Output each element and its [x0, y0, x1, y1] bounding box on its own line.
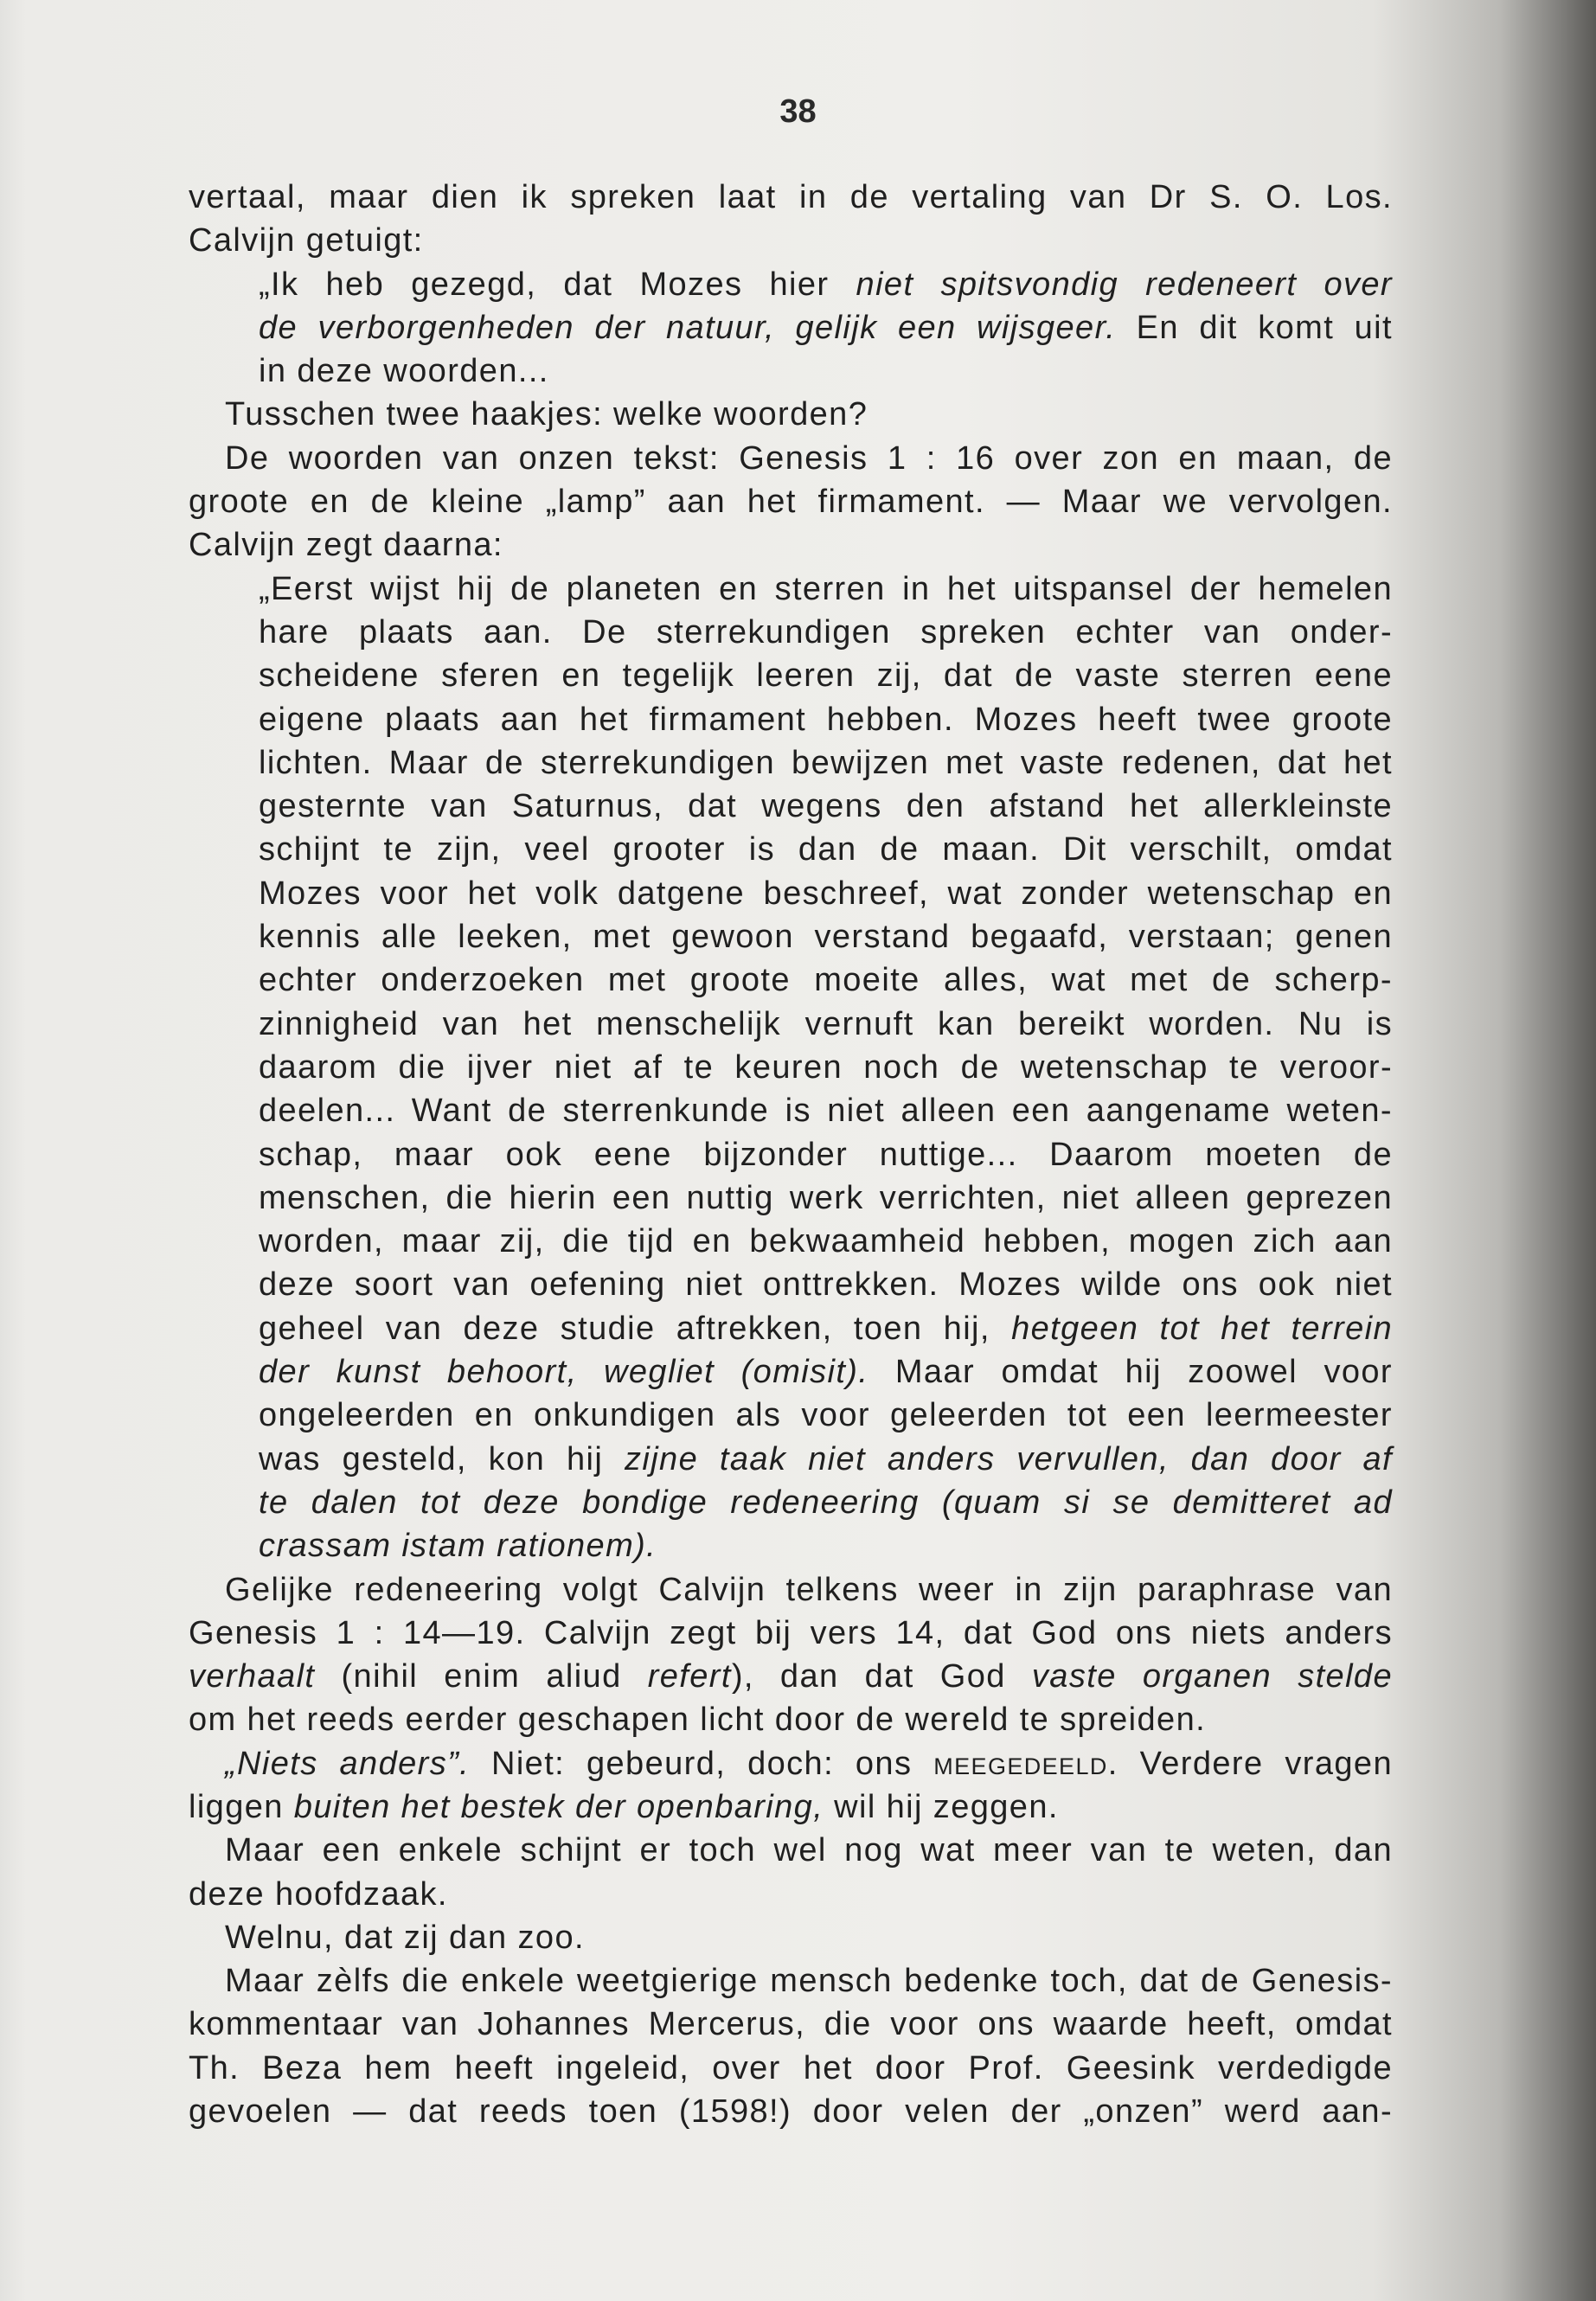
text-line [189, 611, 1393, 654]
text-line [189, 1785, 1393, 1829]
text-line [189, 1307, 1393, 1350]
text-line [189, 1612, 1393, 1655]
text-segment: Maar zèlfs die enkele weetgierige mensch bedenke toch, dat de Genesis- [225, 1963, 1393, 2000]
small-caps-text: meegedeeld [933, 1745, 1108, 1782]
text-segment: deelen... Want de sterrenkunde is niet alleen een aangename weten- [259, 1093, 1393, 1130]
text-segment: deze hoofdzaak. [189, 1875, 448, 1913]
text-line [189, 349, 1393, 393]
text-line [189, 393, 1393, 436]
page-number: 38 [779, 93, 817, 130]
text-segment: Calvijn zegt daarna: [189, 527, 503, 564]
text-segment: Niet: gebeurd, doch: ons [470, 1745, 934, 1782]
text-line [189, 872, 1393, 915]
text-segment: daarom die ijver niet af te keuren noch de wetenschap te veroor- [259, 1048, 1393, 1086]
text-line [189, 654, 1393, 697]
text-segment: Welnu, dat zij dan zoo. [225, 1919, 585, 1956]
text-segment: gevoelen — dat reeds toen (1598!) door velen der „onzen” werd aan- [189, 2093, 1393, 2131]
text-segment: Calvijn getuigt: [189, 222, 424, 260]
text-segment: „Ik heb gezegd, dat Mozes hier [259, 266, 856, 303]
text-segment: Maar een enkele schijnt er toch wel nog wat meer van te weten, dan [225, 1832, 1393, 1869]
text-segment: Tusschen twee haakjes: welke woorden? [225, 396, 869, 433]
text-line [189, 1916, 1393, 1959]
italic-text: zijne taak niet anders vervullen, dan door af [624, 1440, 1393, 1477]
text-line [189, 2003, 1393, 2046]
text-segment: groote en de kleine „lamp” aan het firmament. — Maar we vervolgen. [189, 484, 1393, 521]
text-segment: De woorden van onzen tekst: Genesis 1 : 16 over zon en maan, de [225, 439, 1393, 477]
text-line [189, 263, 1393, 306]
text-line [189, 1568, 1393, 1612]
text-line [189, 1176, 1393, 1220]
text-segment: . Verdere vragen [1107, 1745, 1393, 1782]
text-segment: menschen, die hierin een nuttig werk verrichten, niet alleen geprezen [259, 1179, 1393, 1216]
italic-text: hetgeen tot het terrein [1011, 1310, 1393, 1347]
text-line [189, 1742, 1393, 1785]
text-segment: Gelijke redeneering volgt Calvijn telkens weer in zijn paraphrase van [225, 1571, 1393, 1608]
text-segment: Maar omdat hij zoowel voor [869, 1354, 1393, 1391]
italic-text: der kunst behoort, wegliet (omisit). [259, 1354, 869, 1391]
text-line [189, 828, 1393, 871]
text-segment: Genesis 1 : 14—19. Calvijn zegt bij vers 14, dat God ons niets anders [189, 1614, 1393, 1651]
text-segment: Mozes voor het volk datgene beschreef, wat zonder wetenschap en [259, 875, 1393, 912]
italic-text: crassam istam rationem). [259, 1528, 657, 1565]
italic-text: de verborgenheden der natuur, gelijk een wijsgeer. [259, 309, 1117, 346]
body-text [189, 176, 1393, 2133]
text-line [189, 219, 1393, 262]
text-segment: lichten. Maar de sterrekundigen bewijzen met vaste redenen, dat het [259, 744, 1393, 781]
italic-text: verhaalt [189, 1658, 316, 1695]
text-line [189, 1481, 1393, 1524]
text-segment: deze soort van oefening niet onttrekken. Mozes wilde ons ook niet [259, 1266, 1393, 1304]
text-line [189, 785, 1393, 828]
text-line [189, 2090, 1393, 2133]
text-line [189, 1873, 1393, 1916]
text-segment: worden, maar zij, die tijd en bekwaamheid hebben, mogen zich aan [259, 1223, 1393, 1260]
text-segment: scheidene sferen en tegelijk leeren zij, dat de vaste sterren eene [259, 657, 1393, 695]
text-segment: zinnigheid van het menschelijk vernuft kan bereikt worden. Nu is [259, 1005, 1393, 1042]
text-line [189, 1003, 1393, 1046]
text-segment: echter onderzoeken met groote moeite alles, wat met de scherp- [259, 962, 1393, 999]
italic-text: niet spitsvondig redeneert over [856, 266, 1393, 303]
text-line [189, 1394, 1393, 1437]
text-segment: En dit komt uit [1116, 309, 1393, 346]
text-line [189, 1089, 1393, 1132]
text-line [189, 1959, 1393, 2003]
text-segment: ongeleerden en onkundigen als voor geleerden tot een leermeester [259, 1397, 1393, 1434]
text-line [189, 2047, 1393, 2090]
text-segment: liggen [189, 1788, 294, 1825]
text-segment: eigene plaats aan het firmament hebben. Mozes heeft twee groote [259, 701, 1393, 738]
text-line [189, 1350, 1393, 1394]
text-segment: in deze woorden... [259, 353, 549, 390]
text-line [189, 1263, 1393, 1306]
text-segment: wil hij zeggen. [824, 1788, 1059, 1825]
text-line [189, 1438, 1393, 1481]
text-line [189, 1829, 1393, 1872]
text-line [189, 437, 1393, 480]
text-line [189, 523, 1393, 567]
text-line [189, 741, 1393, 785]
text-line [189, 1133, 1393, 1176]
text-segment: gesternte van Saturnus, dat wegens den afstand het allerkleinste [259, 788, 1393, 825]
text-segment: geheel van deze studie aftrekken, toen hij, [259, 1310, 1012, 1347]
italic-text: „Niets anders”. [225, 1745, 471, 1782]
text-line [189, 958, 1393, 1002]
text-segment: schijnt te zijn, veel grooter is dan de maan. Dit verschilt, omdat [259, 831, 1393, 868]
italic-text: refert [647, 1658, 732, 1695]
text-segment: hare plaats aan. De sterrekundigen spreken echter van onder- [259, 613, 1393, 651]
text-segment: kommentaar van Johannes Mercerus, die voor ons waarde heeft, omdat [189, 2006, 1393, 2043]
text-line [189, 176, 1393, 219]
text-segment: om het reeds eerder geschapen licht door de wereld te spreiden. [189, 1702, 1207, 1739]
text-segment: was gesteld, kon hij [259, 1440, 625, 1477]
text-segment: schap, maar ook eene bijzonder nuttige... Daarom moeten de [259, 1136, 1393, 1173]
text-segment: Th. Beza hem heeft ingeleid, over het door Prof. Geesink verdedigde [189, 2049, 1393, 2086]
text-line [189, 1698, 1393, 1741]
text-line [189, 567, 1393, 611]
text-segment: (nihil enim aliud [315, 1658, 648, 1695]
text-line [189, 1046, 1393, 1089]
text-line [189, 480, 1393, 523]
text-segment: kennis alle leeken, met gewoon verstand begaafd, verstaan; genen [259, 919, 1393, 956]
text-line [189, 1655, 1393, 1698]
text-line [189, 915, 1393, 958]
text-segment: ), dan dat God [731, 1658, 1032, 1695]
italic-text: buiten het bestek der openbaring, [293, 1788, 824, 1825]
text-line [189, 1220, 1393, 1263]
text-line [189, 698, 1393, 741]
text-line [189, 1524, 1393, 1567]
text-segment: vertaal, maar dien ik spreken laat in de vertaling van Dr S. O. Los. [189, 179, 1393, 215]
italic-text: vaste organen stelde [1031, 1658, 1393, 1695]
italic-text: te dalen tot deze bondige redeneering (quam si se demitteret ad [259, 1484, 1393, 1521]
text-segment: „Eerst wijst hij de planeten en sterren in het uitspansel der hemelen [259, 570, 1393, 607]
text-line [189, 306, 1393, 349]
